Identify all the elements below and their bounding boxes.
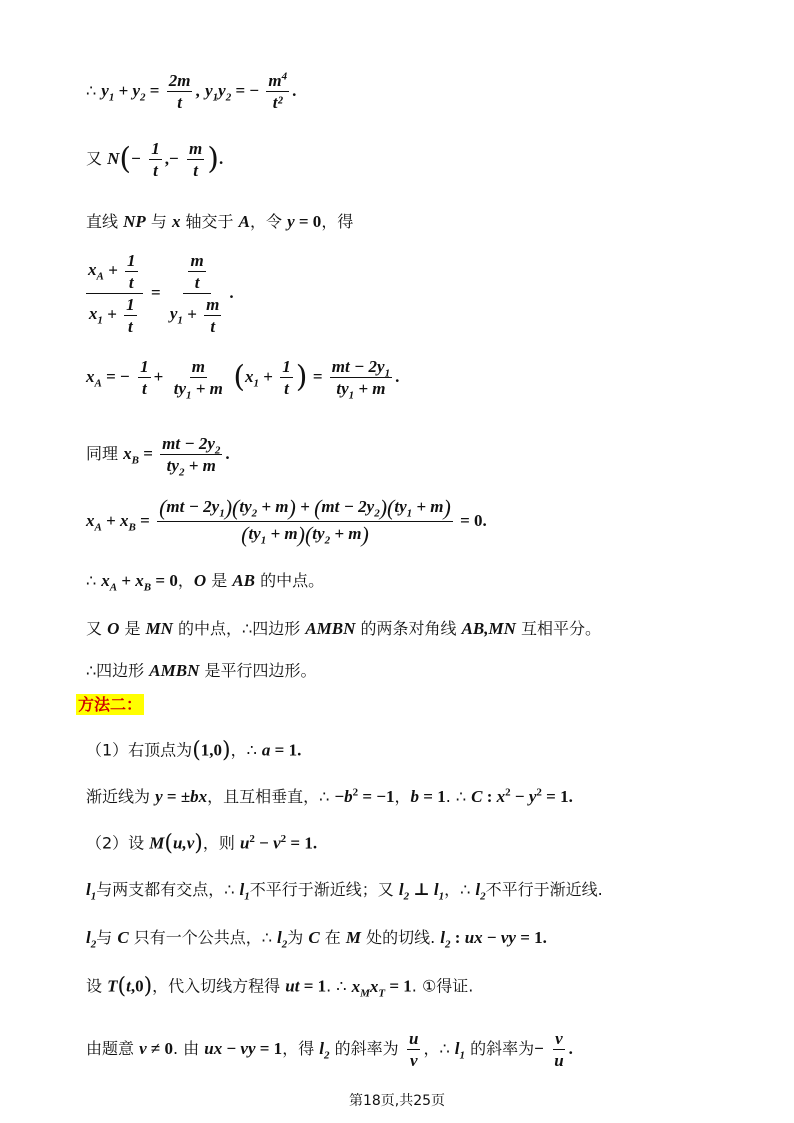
line-3: 直线 NP 与 x 轴交于 A，令 y = 0，得 bbox=[86, 212, 354, 231]
line-1: ∴ $y_1 + y_2$ = $\frac{2m}{t}$ , $y_1y_2$ = − $\frac{m^4}{\text{t²}}$ . bbox=[86, 70, 297, 112]
line-5: $x_A$ = − $\frac{1}{t}$ + $\frac{m}{ty_1 + m}$ ($x_1$ + $\frac{1}{t}$ ) = $\frac{mt - 2y_1}{ty_1 + m}$ . bbox=[86, 357, 400, 402]
line-12: （1）右顶点为(1,0)，∴ a = 1. bbox=[86, 738, 302, 763]
line-16: $l_2$与 C 只有一个公共点，∴ $l_2$为 C 在 M 处的切线. $l_2$ : ux − vy = 1. bbox=[86, 928, 547, 951]
line-4: $x_A$ + $\frac{1}{t}$ $x_1$ + $\frac{1}{t}$ = $\frac{m}{t}$ $y_1$ + $\frac{m}{t}$ . bbox=[88, 251, 234, 336]
line-17: 设 T(t,0)，代入切线方程得 ut = 1. ∴ $x_Mx_T = 1$. ①得证. bbox=[86, 974, 474, 999]
frac-2m-t: $\frac{2m}{t}$ bbox=[168, 71, 191, 112]
line-7: $x_A + x_B$ = $\frac{(mt - 2y_1)(ty_2 + m) + (mt - 2y_2)(ty_1 + m)}{(ty_1 + m)(ty_2 + m)}$ = 0. bbox=[86, 495, 487, 547]
line-2: 又 N(− $\frac{1}{t}$ ,− $\frac{m}{t}$ ). bbox=[86, 139, 224, 180]
line-15: $l_1$与两支都有交点，∴ $l_1$不平行于渐近线；又 $l_2$ ⊥ $l_1$，∴ $l_2$不平行于渐近线. bbox=[86, 880, 603, 903]
line-8: ∴ $x_A + x_B = 0$，O 是 AB 的中点。 bbox=[86, 571, 325, 594]
method-two-heading: 方法二： bbox=[78, 695, 143, 714]
line-10: ∴四边形 AMBN 是平行四边形。 bbox=[86, 661, 317, 680]
line-13: 渐近线为 y = ±bx，且互相垂直，∴ $-b^2 = -1$，b = 1. ∴ C : $x^2 - y^2 = 1$. bbox=[86, 786, 573, 806]
frac-m4-t2: $\frac{m^4}{\text{t²}}$ bbox=[268, 70, 288, 112]
line-14: （2）设 M(u,v)，则 $u^2 - v^2 = 1$. bbox=[86, 831, 318, 856]
line-18: 由题意 v ≠ 0. 由 ux − vy = 1，得 $l_2$ 的斜率为 $\frac{u}{v}$ ，∴ $l_1$ 的斜率为− $\frac{v}{u}$ . bbox=[86, 1029, 573, 1070]
line-9: 又 O 是 MN 的中点，∴四边形 AMBN 的两条对角线 AB,MN 互相平分。 bbox=[86, 619, 602, 638]
line-6: 同理 $x_B$ = $\frac{mt - 2y_2}{ty_2 + m}$ . bbox=[86, 434, 230, 479]
page-footer: 第18页,共25页 bbox=[348, 1093, 446, 1109]
